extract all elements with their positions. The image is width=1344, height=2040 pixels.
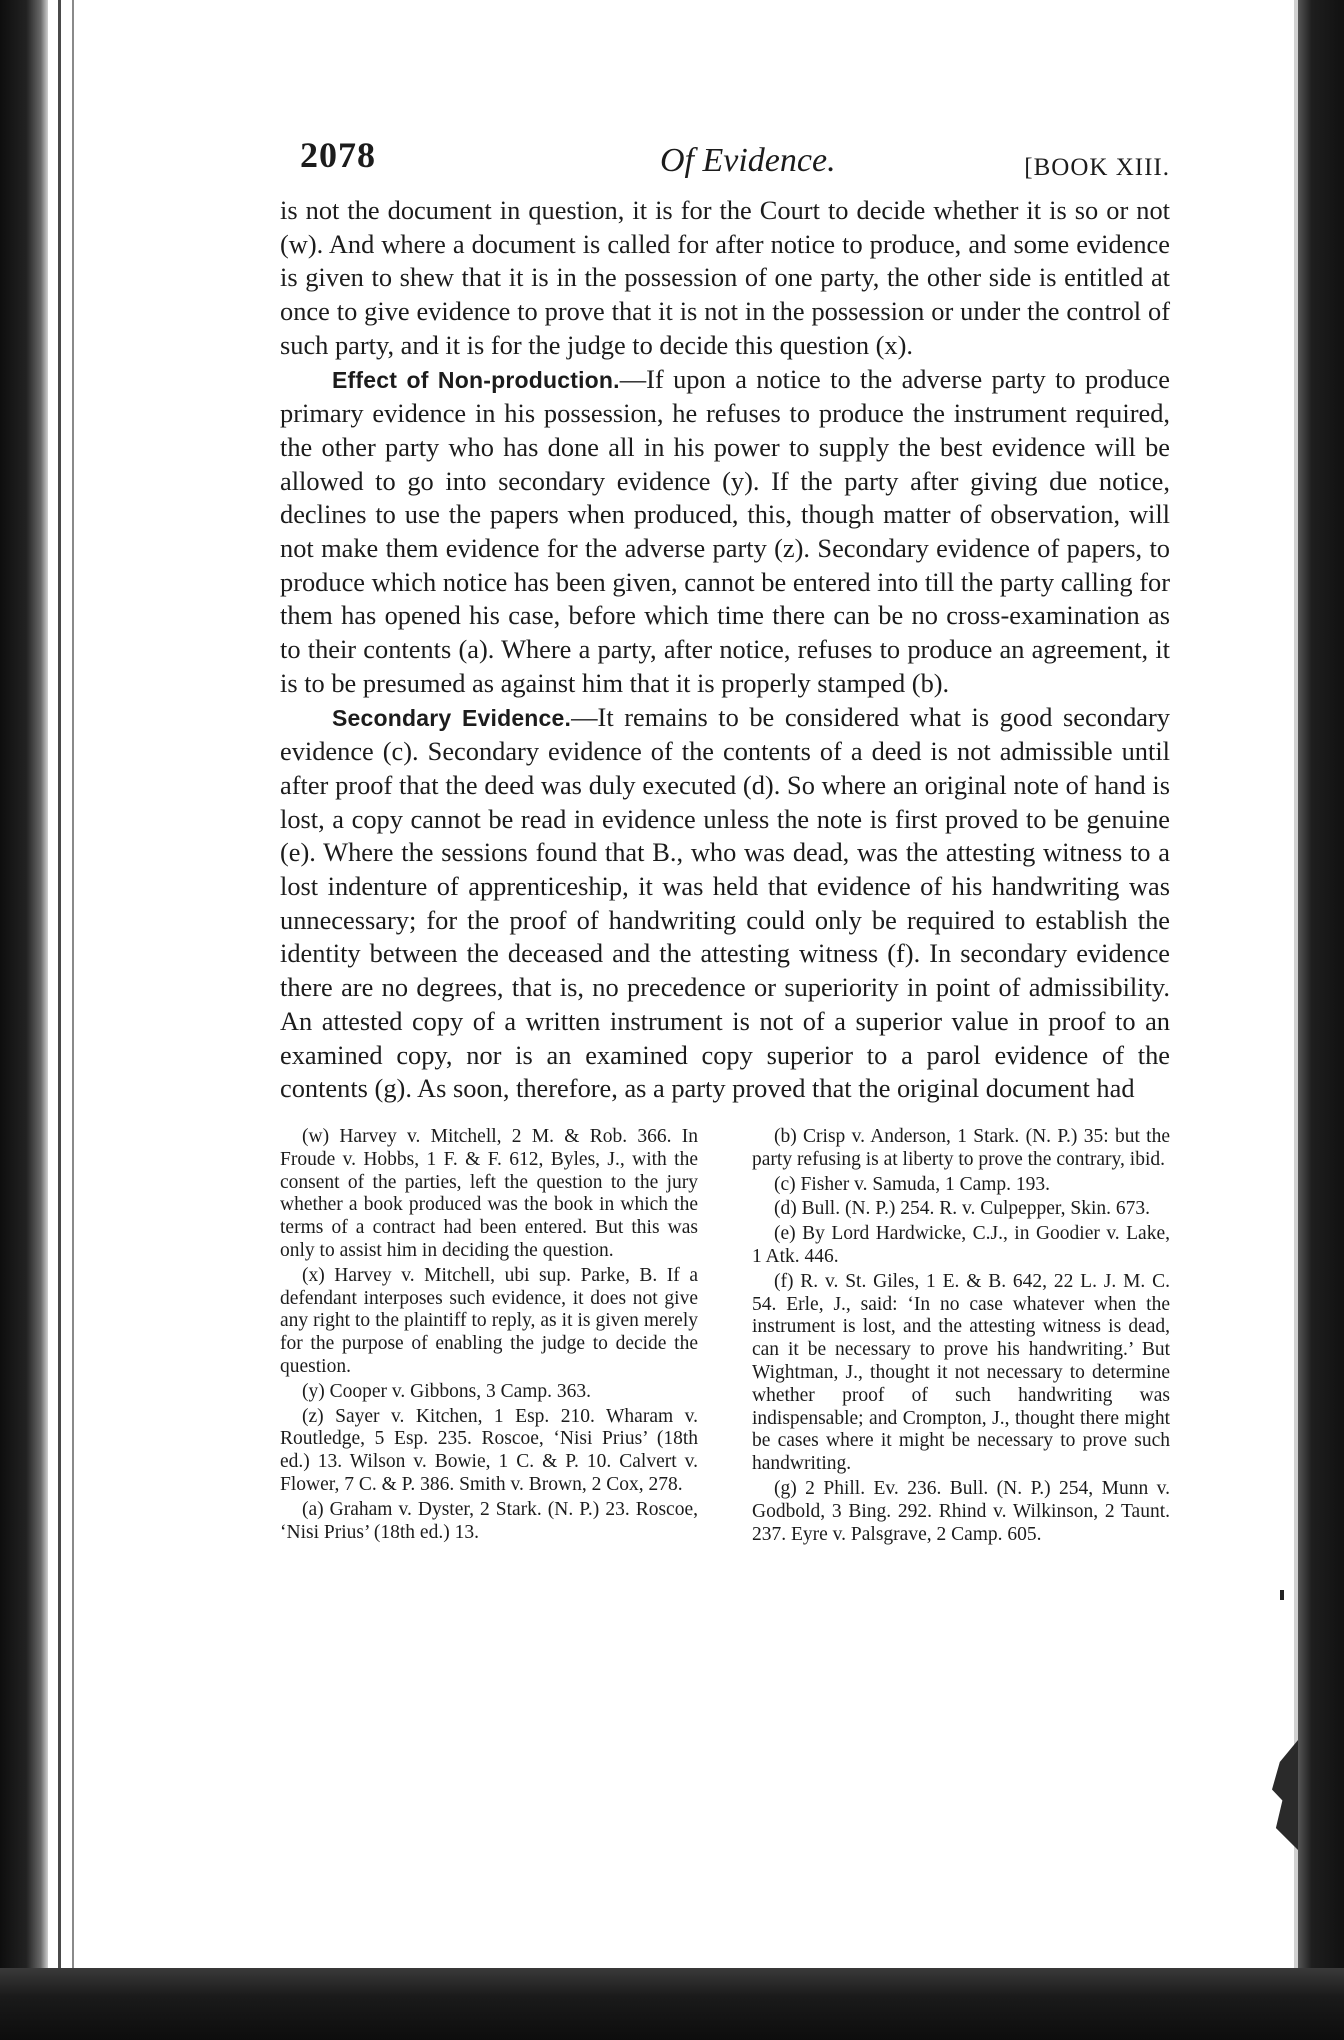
- book-page: [280, 130, 1170, 1810]
- footnote-w: (w) Harvey v. Mitchell, 2 M. & Rob. 366. In Froude v. Hobbs, 1 F. & F. 612, Byles, J., with the consent of the parties, left the question to the jury whether a book produced was the book in which the terms of a contract had been entered. But this was only to assist him in deciding the question.: [280, 1125, 698, 1261]
- footnote-x: (x) Harvey v. Mitchell, ubi sup. Parke, B. If a defendant interposes such evidence, it does not give any right to the plaintiff to reply, as it is given merely for the purpose of enabling the judge to decide the question.: [280, 1264, 698, 1377]
- page-edge-line-inner: [72, 0, 74, 2040]
- footnotes-left-column: [280, 1126, 698, 1548]
- sidehead-non-production: Effect of Non-production.: [332, 366, 620, 393]
- footnote-f: (f) R. v. St. Giles, 1 E. & B. 642, 22 L. J. M. C. 54. Erle, J., said: ‘In no case whatever when the instrument is lost, and the attesting witness is dead, can it be necessary to prove his handwriting.’ But Wightman, J., thought it not necessary to determine whether proof of such handwriting was indispensable; and Crompton, J., thought there might be cases where it might be necessary to prove such handwriting.: [752, 1270, 1170, 1475]
- running-head: [280, 130, 1170, 194]
- body-text: [280, 194, 1170, 1106]
- running-title: Of Evidence.: [660, 142, 836, 179]
- footnote-d: (d) Bull. (N. P.) 254. R. v. Culpepper, Skin. 673.: [774, 1198, 1151, 1220]
- footnotes-right-column: [752, 1126, 1170, 1548]
- paragraph-secondary-evidence-text: —It remains to be considered what is good secondary evidence (c). Secondary evidence of the contents of a deed is not admissible until after proof that the deed was duly executed (d). So where an original note of hand is lost, a copy cannot be read in evidence unless the note is first proved to be genuine (e). Where the sessions found that B., who was dead, was the attesting witness to a lost indenture of apprenticeship, it was held that evidence of his handwriting was unnecessary; for the proof of handwriting could only be required to establish the identity between the deceased and the attesting witness (f). In secondary evidence there are no degrees, that is, no precedence or superiority in point of admissibility. An attested copy of a written instrument is not of a superior value in proof to an examined copy, nor is an examined copy superior to a parol evidence of the contents (g). As soon, therefore, as a party proved that the original document had: [280, 701, 1170, 1104]
- footnote-c: (c) Fisher v. Samuda, 1 Camp. 193.: [774, 1173, 1051, 1195]
- sidehead-secondary-evidence: Secondary Evidence.: [332, 704, 572, 731]
- page-edge-line: [58, 0, 61, 2040]
- paragraph-non-production-text: —If upon a notice to the adverse party to produce primary evidence in his possession, he refuses to produce the instrument required, the other party who has done all in his power to supply the best evidence will be allowed to go into secondary evidence (y). If the party after giving due notice, declines to use the papers when produced, this, though matter of observation, will not make them evidence for the adverse party (z). Secondary evidence of papers, to produce which notice has been given, cannot be entered into till the party calling for them has opened his case, before which time there can be no cross-examination as to their contents (a). Where a party, after notice, refuses to produce an agreement, it is to be presumed as against him that it is properly stamped (b).: [280, 363, 1170, 698]
- footnote-b: (b) Crisp v. Anderson, 1 Stark. (N. P.) 35: but the party refusing is at liberty to prove the contrary, ibid.: [752, 1125, 1170, 1170]
- paper-tear: [1272, 1740, 1298, 1850]
- paragraph-non-production: [280, 363, 1170, 701]
- page-number: 2078: [300, 135, 376, 175]
- scan-border-bottom: [0, 1968, 1344, 2040]
- footnote-e: (e) By Lord Hardwicke, C.J., in Goodier v. Lake, 1 Atk. 446.: [752, 1223, 1170, 1267]
- paragraph-1: is not the document in question, it is for the Court to decide whether it is so or not (w). And where a document is called for after notice to produce, and some evidence is given to shew that it is in the possession of one party, the other side is entitled at once to give evidence to prove that it is not in the possession or under the control of such party, and it is for the judge to decide this question (x).: [280, 195, 1170, 360]
- footnotes: [280, 1126, 1170, 1548]
- book-label: [BOOK XIII.: [1024, 154, 1170, 181]
- paper-mark: [1280, 1590, 1284, 1600]
- footnote-a: (a) Graham v. Dyster, 2 Stark. (N. P.) 23. Roscoe, ‘Nisi Prius’ (18th ed.) 13.: [280, 1498, 698, 1543]
- scan-border-right: [1298, 0, 1344, 2040]
- footnote-z: (z) Sayer v. Kitchen, 1 Esp. 210. Wharam v. Routledge, 5 Esp. 235. Roscoe, ‘Nisi Prius’ (18th ed.) 13. Wilson v. Bowie, 1 C. & P. 10. Calvert v. Flower, 7 C. & P. 386. Smith v. Brown, 2 Cox, 278.: [280, 1405, 698, 1495]
- binding-shadow-left: [0, 0, 48, 2040]
- paragraph-secondary-evidence: [280, 701, 1170, 1106]
- footnote-y: (y) Cooper v. Gibbons, 3 Camp. 363.: [302, 1380, 592, 1402]
- footnote-g: (g) 2 Phill. Ev. 236. Bull. (N. P.) 254, Munn v. Godbold, 3 Bing. 292. Rhind v. Wilkinson, 2 Taunt. 237. Eyre v. Palsgrave, 2 Camp. 605.: [752, 1477, 1170, 1545]
